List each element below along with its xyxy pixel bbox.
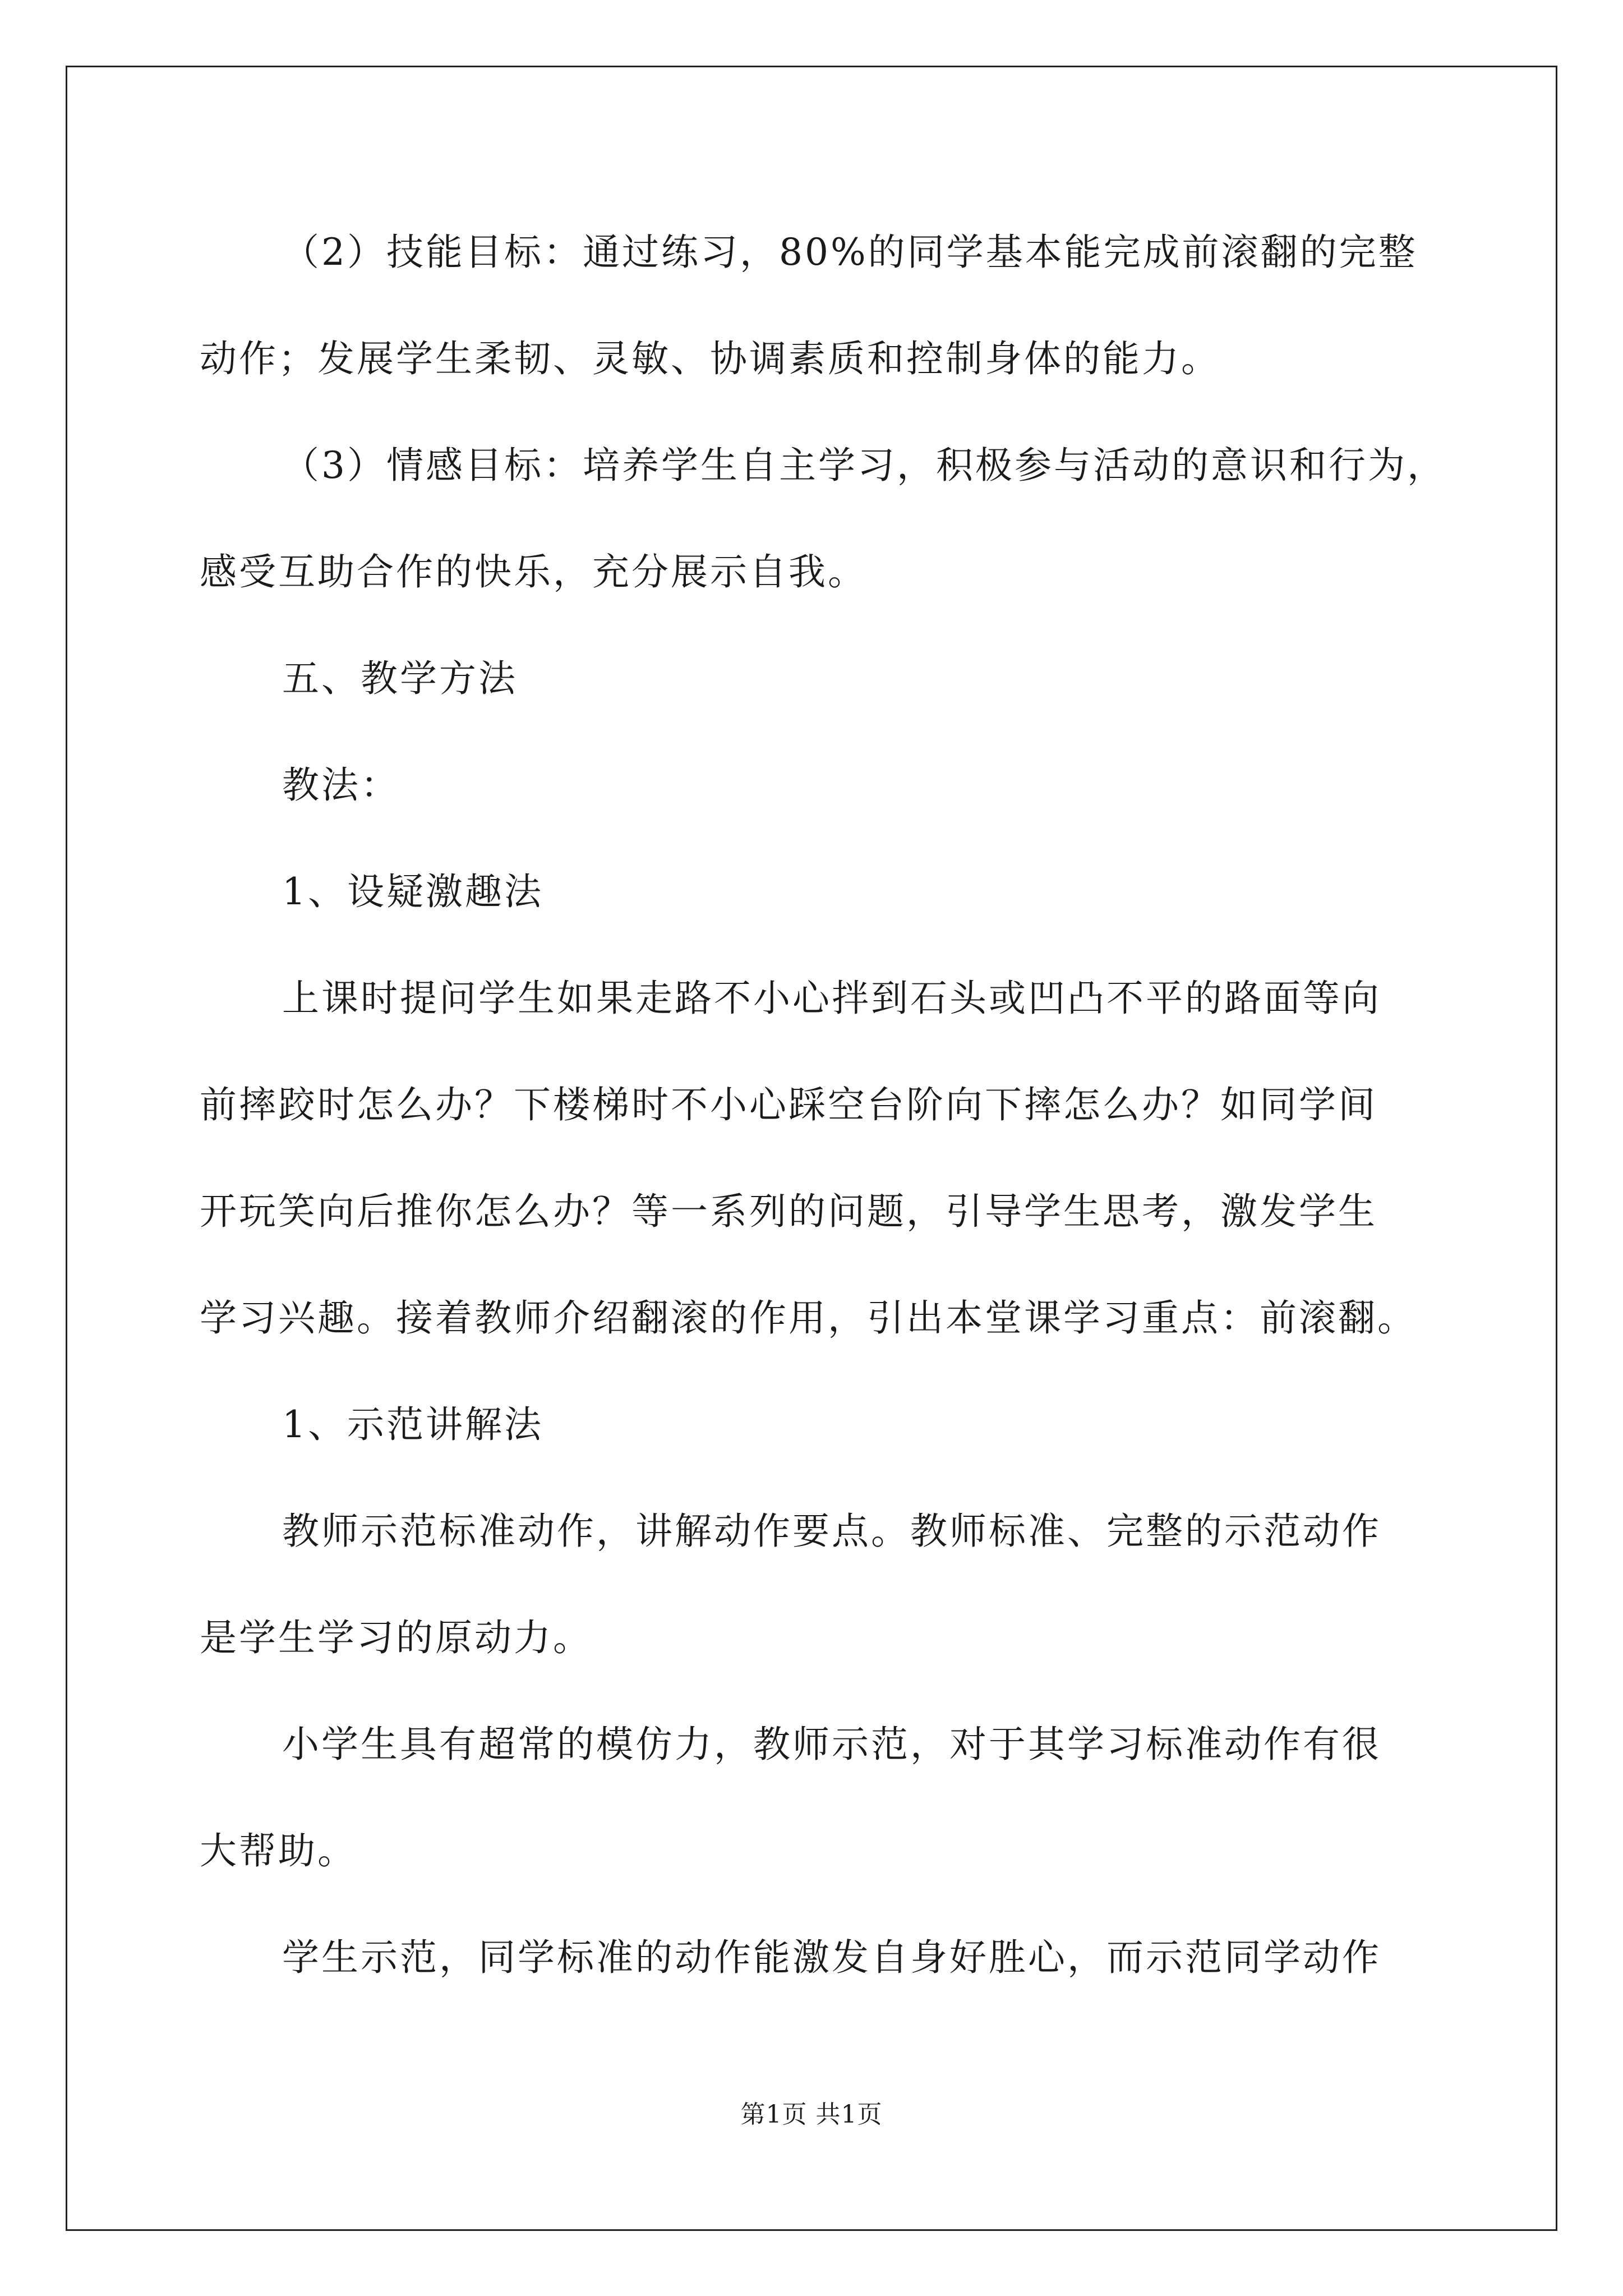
paragraph-line: 大帮助。 [200,1829,357,1872]
paragraph-line: 小学生具有超常的模仿力，教师示范，对于其学习标准动作有很 [282,1723,1381,1766]
paragraph-line: 前摔跤时怎么办？下楼梯时不小心踩空台阶向下摔怎么办？如同学间 [200,1083,1377,1126]
subheading: 1、设疑激趣法 [282,870,543,913]
paragraph-line: （2）技能目标：通过练习，80%的同学基本能完成前滚翻的完整 [282,231,1418,274]
subheading: 教法： [282,763,400,807]
paragraph-line: 学习兴趣。接着教师介绍翻滚的作用，引出本堂课学习重点：前滚翻。 [200,1296,1417,1340]
paragraph-line: 是学生学习的原动力。 [200,1616,592,1659]
paragraph-line: 学生示范，同学标准的动作能激发自身好胜心，而示范同学动作 [282,1936,1381,1979]
paragraph-line: 上课时提问学生如果走路不小心拌到石头或凹凸不平的路面等向 [282,977,1381,1020]
subheading: 1、示范讲解法 [282,1403,543,1446]
paragraph-line: （3）情感目标：培养学生自主学习，积极参与活动的意识和行为， [282,444,1446,487]
paragraph-line: 动作；发展学生柔韧、灵敏、协调素质和控制身体的能力。 [200,337,1220,380]
paragraph-line: 感受互助合作的快乐，充分展示自我。 [200,550,867,593]
paragraph-line: 开玩笑向后推你怎么办？等一系列的问题，引导学生思考，激发学生 [200,1190,1377,1233]
page-border [66,66,1557,2231]
paragraph-line: 教师示范标准动作，讲解动作要点。教师标准、完整的示范动作 [282,1510,1381,1553]
section-heading: 五、教学方法 [282,657,518,700]
page-footer: 第1页 共1页 [740,2100,883,2129]
